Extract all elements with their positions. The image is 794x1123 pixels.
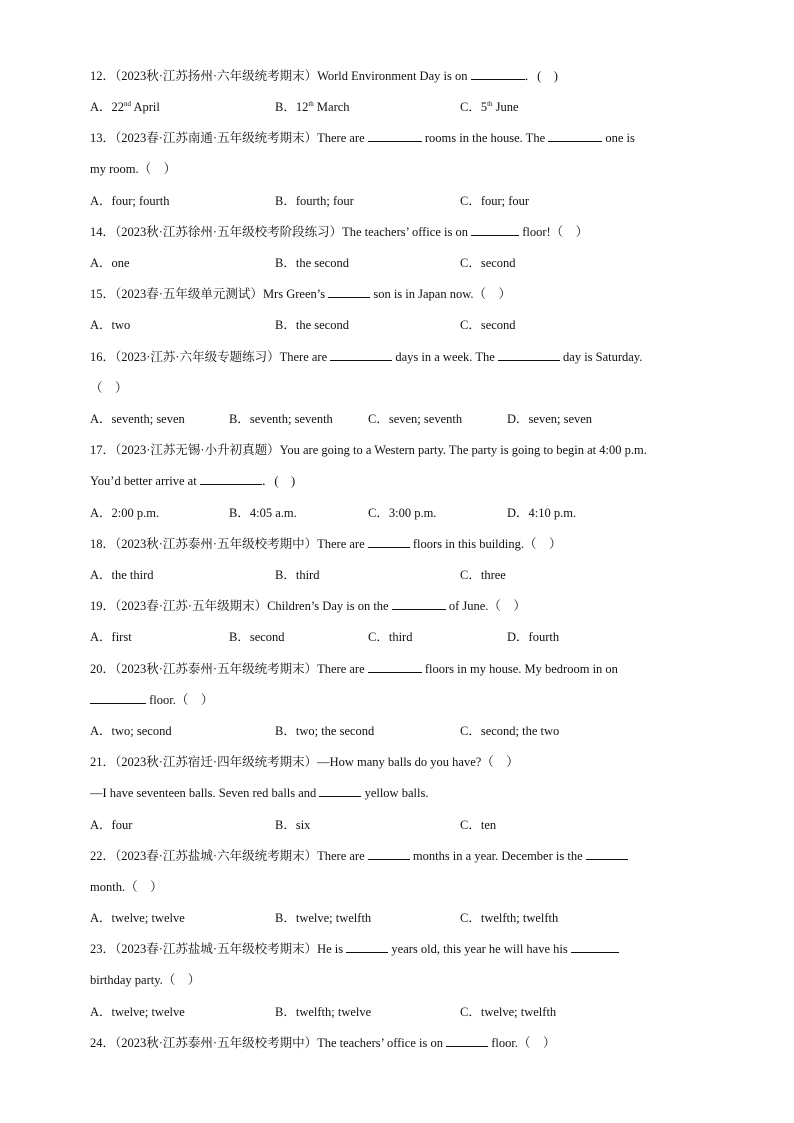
answer-blank[interactable] (368, 661, 422, 673)
option-b[interactable]: B．seventh; seventh (229, 412, 333, 426)
option-a[interactable]: A．twelve; twelve (90, 1005, 185, 1019)
option-a[interactable]: A．seventh; seven (90, 412, 185, 426)
question-15: 15．（2023春·五年级单元测试）Mrs Green’s son is in Japan now.（ ） (90, 287, 512, 301)
option-a[interactable]: A．the third (90, 568, 154, 582)
question-16: 16．（2023·江苏·六年级专题练习）There are days in a week. The day is Saturday. (90, 350, 643, 364)
option-b[interactable]: B．4:05 a.m. (229, 506, 297, 520)
option-b[interactable]: B．two; the second (275, 724, 375, 738)
option-a[interactable]: A．twelve; twelve (90, 911, 185, 925)
answer-blank[interactable] (328, 286, 370, 298)
answer-blank[interactable] (319, 785, 361, 797)
answer-blank[interactable] (548, 130, 602, 142)
option-b[interactable]: B．second (229, 630, 285, 644)
question-20-cont: floor.（ ） (90, 692, 213, 708)
option-c[interactable]: C．3:00 p.m. (368, 506, 437, 520)
question-17: 17．（2023·江苏无锡·小升初真题）You are going to a Western party. The party is going to begin at 4:00 p.m. (90, 443, 647, 457)
option-b[interactable]: B．the second (275, 318, 349, 332)
question-13-cont: my room.（ ） (90, 162, 177, 176)
option-c[interactable]: C．three (460, 568, 506, 582)
question-21-cont: —I have seventeen balls. Seven red balls and yellow balls. (90, 786, 429, 800)
option-c[interactable]: C．four; four (460, 194, 530, 208)
question-14: 14．（2023秋·江苏徐州·五年级校考阶段练习）The teachers’ office is on floor!（ ） (90, 225, 589, 239)
question-19: 19．（2023春·江苏·五年级期末）Children’s Day is on the of June.（ ） (90, 599, 526, 613)
question-20: 20．（2023秋·江苏泰州·五年级统考期末）There are floors in my house. My bedroom in on (90, 662, 618, 676)
question-12: 12．（2023秋·江苏扬州·六年级统考期末）World Environment Day is on ．( ) (90, 69, 558, 83)
question-13: 13．（2023春·江苏南通·五年级统考期末）There are rooms in the house. The one is (90, 131, 635, 145)
option-a[interactable]: A．four; fourth (90, 194, 170, 208)
option-d[interactable]: D．fourth (507, 630, 560, 644)
question-16-cont: （ ） (90, 381, 128, 395)
option-d[interactable]: D．4:10 p.m. (507, 506, 577, 520)
option-a[interactable]: A．one (90, 256, 130, 270)
option-c[interactable]: C．second (460, 256, 516, 270)
option-a[interactable]: A．two; second (90, 724, 172, 738)
question-22: 22．（2023春·江苏盐城·六年级统考期末）There are months in a year. December is the (90, 848, 628, 864)
answer-blank[interactable] (471, 224, 519, 236)
answer-blank[interactable] (446, 1035, 488, 1047)
answer-blank[interactable] (90, 692, 146, 704)
question-23-cont: birthday party.（ ） (90, 973, 201, 987)
answer-blank[interactable] (498, 349, 560, 361)
option-c[interactable]: C．twelfth; twelfth (460, 911, 559, 925)
option-d[interactable]: D．seven; seven (507, 412, 593, 426)
question-24: 24．（2023秋·江苏泰州·五年级校考期中）The teachers’ office is on floor.（ ） (90, 1036, 556, 1050)
answer-blank[interactable] (346, 941, 388, 953)
option-c[interactable]: C．third (368, 630, 413, 644)
option-c[interactable]: C．second; the two (460, 724, 560, 738)
option-c[interactable]: C．seven; seventh (368, 412, 463, 426)
answer-blank[interactable] (392, 598, 446, 610)
option-b[interactable]: B．six (275, 818, 311, 832)
option-a[interactable]: A．four (90, 818, 133, 832)
option-b[interactable]: B．the second (275, 256, 349, 270)
option-b[interactable]: B．twelve; twelfth (275, 911, 372, 925)
answer-blank[interactable] (368, 536, 410, 548)
option-b[interactable]: B．third (275, 568, 320, 582)
option-c[interactable]: C．twelve; twelfth (460, 1005, 557, 1019)
option-b[interactable]: B．fourth; four (275, 194, 354, 208)
question-22-cont: month.（ ） (90, 880, 163, 894)
answer-blank[interactable] (330, 349, 392, 361)
answer-blank[interactable] (571, 941, 619, 953)
option-a[interactable]: A．two (90, 318, 131, 332)
option-a[interactable]: A．first (90, 630, 132, 644)
answer-blank[interactable] (368, 848, 410, 860)
question-23: 23．（2023春·江苏盐城·五年级校考期末）He is years old, this year he will have his (90, 941, 619, 957)
option-c[interactable]: C．second (460, 318, 516, 332)
answer-blank[interactable] (471, 68, 525, 80)
option-b[interactable]: B．12th March (275, 99, 350, 114)
question-21: 21．（2023秋·江苏宿迁·四年级统考期末）—How many balls do you have?（ ） (90, 755, 519, 769)
option-c[interactable]: C．5th June (460, 99, 519, 114)
answer-blank[interactable] (368, 130, 422, 142)
answer-blank[interactable] (586, 848, 628, 860)
answer-blank[interactable] (200, 473, 262, 485)
option-a[interactable]: A．22nd April (90, 99, 160, 114)
question-17-cont: You’d better arrive at ．( ) (90, 474, 296, 488)
option-a[interactable]: A．2:00 p.m. (90, 506, 160, 520)
question-18: 18．（2023秋·江苏泰州·五年级校考期中）There are floors in this building.（ ） (90, 537, 562, 551)
option-b[interactable]: B．twelfth; twelve (275, 1005, 372, 1019)
option-c[interactable]: C．ten (460, 818, 497, 832)
